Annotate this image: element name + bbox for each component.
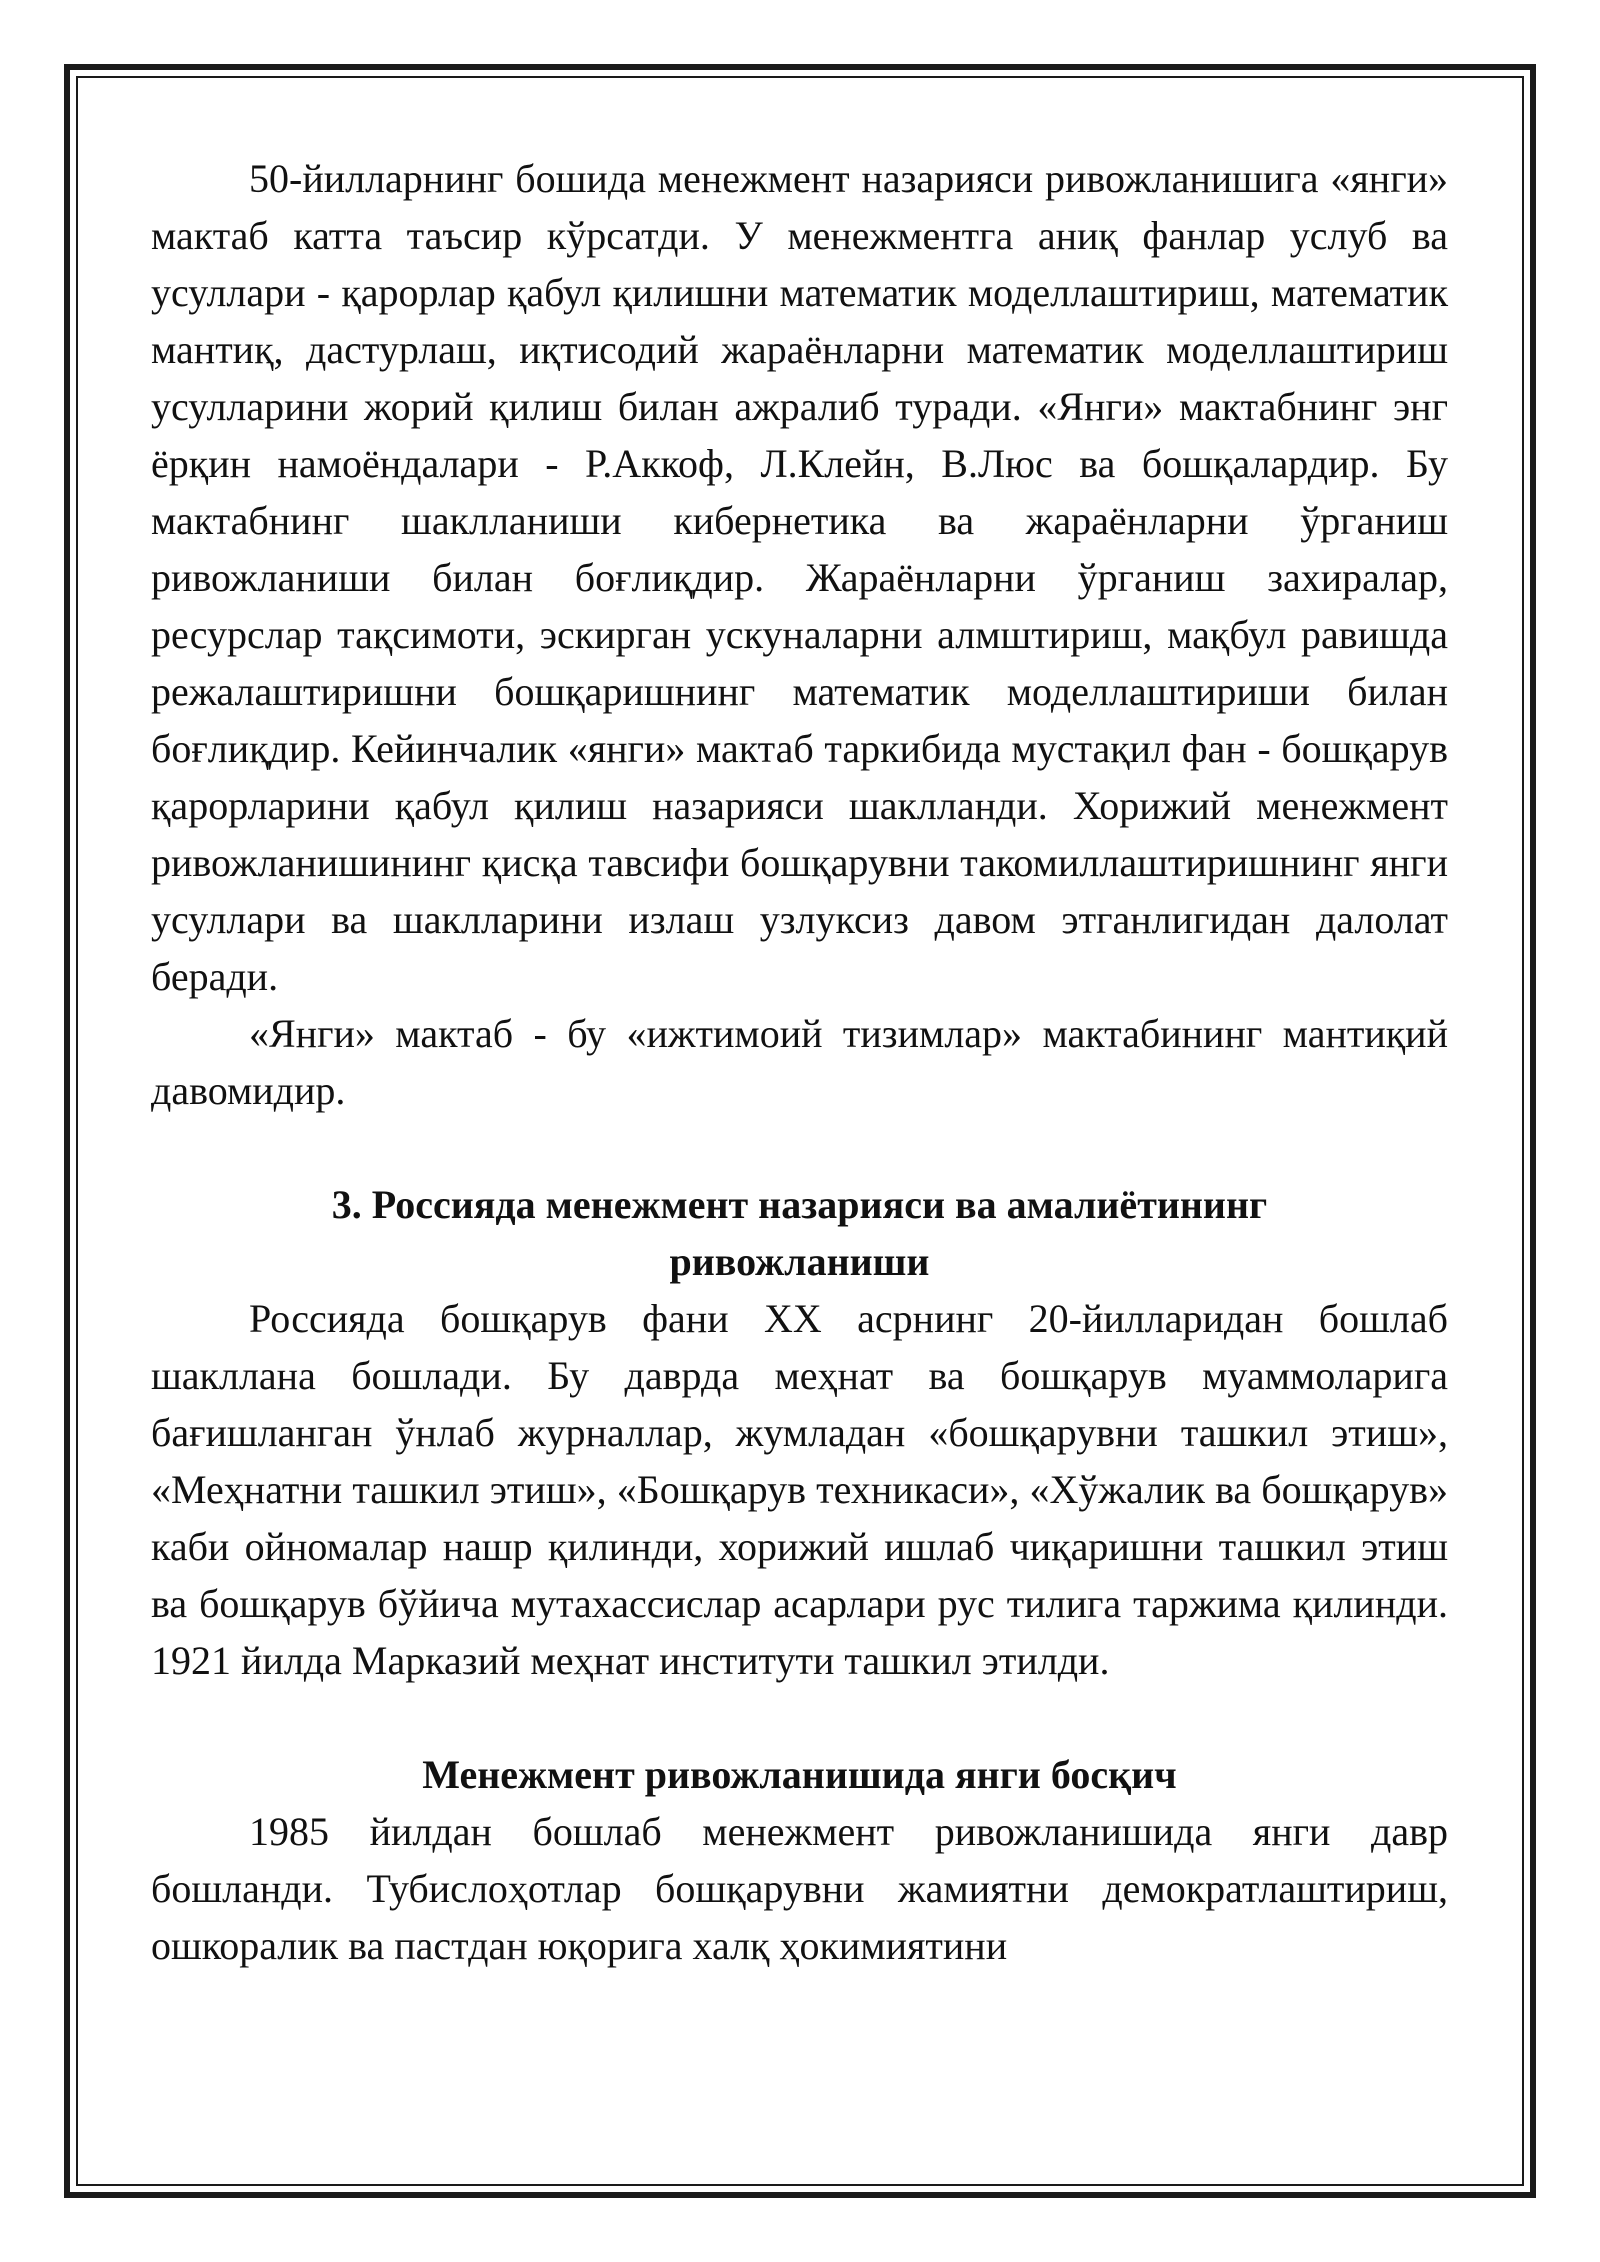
- spacer: [151, 1689, 1448, 1746]
- subsection-heading-new-stage: Менежмент ривожланишида янги босқич: [422, 1752, 1177, 1797]
- spacer: [151, 1119, 1448, 1176]
- section-heading-russia: 3. Россияда менежмент назарияси ва амалиётининг ривожланиши: [331, 1182, 1268, 1284]
- document-body: [151, 150, 1448, 1974]
- paragraph-new-school: 50-йилларнинг бошида менежмент назарияси ривожланишига «янги» мактаб катта таъсир кўрсатди. У менежментга аниқ фанлар услуб ва усуллари - қарорлар қабул қилишни математик моделлаштириш, математик мантиқ, дастурлаш, иқтисодий жараёнларни математик моделлаштириш усулларини жорий қилиш билан ажралиб туради. «Янги» мактабнинг энг ёрқин намоёндалари - Р.Аккоф, Л.Клейн, В.Люс ва бошқалардир. Бу мактабнинг шаклланиши кибернетика ва жараёнларни ўрганиш ривожланиши билан боғлиқдир. Жараёнларни ўрганиш захиралар, ресурслар тақсимоти, эскирган ускуналарни алмштириш, мақбул равишда режалаштиришни бошқаришнинг математик моделлаштириши билан боғлиқдир. Кейинчалик «янги» мактаб таркибида мустақил фан - бошқарув қарорларини қабул қилиш назарияси шаклланди. Хорижий менежмент ривожланишининг қисқа тавсифи бошқарувни такомиллаштиришнинг янги усуллари ва шаклларини излаш узлуксиз давом этганлигидан далолат беради.: [151, 156, 1448, 999]
- paragraph-russia: Россияда бошқарув фани XX асрнинг 20-йилларидан бошлаб шакллана бошлади. Бу даврда меҳнат ва бошқарув муаммоларига бағишланган ўнлаб журналлар, жумладан «бошқарувни ташкил этиш», «Меҳнатни ташкил этиш», «Бошқарув техникаси», «Хўжалик ва бошқарув» каби ойномалар нашр қилинди, хорижий ишлаб чиқаришни ташкил этиш ва бошқарув бўйича мутахассислар асарлари рус тилига таржима қилинди. 1921 йилда Марказий меҳнат институти ташкил этилди.: [151, 1296, 1448, 1683]
- paragraph-new-stage: 1985 йилдан бошлаб менежмент ривожланишида янги давр бошланди. Тубислоҳотлар бошқарувни жамиятни демократлаштириш, ошкоралик ва пастдан юқорига халқ ҳокимиятини: [151, 1809, 1448, 1968]
- paragraph-new-school-continuation: «Янги» мактаб - бу «ижтимоий тизимлар» мактабининг мантиқий давомидир.: [151, 1011, 1448, 1113]
